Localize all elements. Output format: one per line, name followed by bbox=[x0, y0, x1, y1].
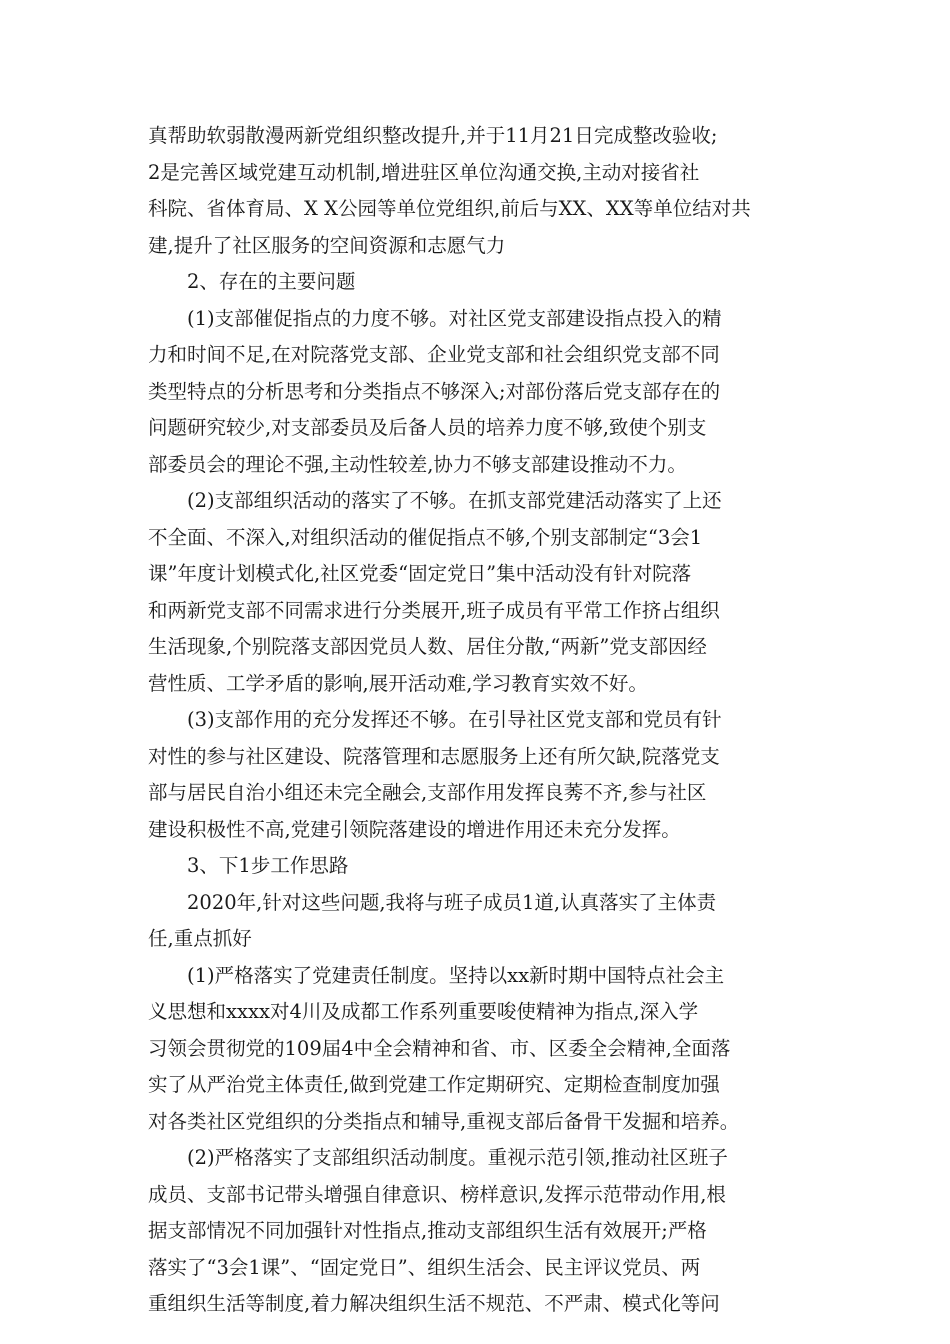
text-line: 成员、支部书记带头增强自律意识、榜样意识,发挥示范带动作用,根 bbox=[148, 1182, 726, 1206]
text-line: 部委员会的理论不强,主动性较差,协力不够支部建设推动不力。 bbox=[148, 452, 687, 476]
text-line: (1)严格落实了党建责任制度。坚持以xx新时期中国特点社会主 bbox=[187, 963, 725, 987]
text-line: 对性的参与社区建设、院落管理和志愿服务上还有所欠缺,院落党支 bbox=[148, 744, 720, 768]
text-line: 建设积极性不高,党建引领院落建设的增进作用还未充分发挥。 bbox=[148, 817, 681, 841]
text-line: 2是完善区域党建互动机制,增进驻区单位沟通交换,主动对接省社 bbox=[148, 160, 700, 184]
text-line: 习领会贯彻党的109届4中全会精神和省、市、区委全会精神,全面落 bbox=[148, 1036, 731, 1060]
text-line: 科院、省体育局、X X公园等单位党组织,前后与XX、XX等单位结对共 bbox=[148, 197, 751, 220]
text-line: 对各类社区党组织的分类指点和辅导,重视支部后备骨干发掘和培养。 bbox=[148, 1109, 740, 1133]
text-line: 类型特点的分析思考和分类指点不够深入;对部份落后党支部存在的 bbox=[148, 379, 721, 403]
text-line: 不全面、不深入,对组织活动的催促指点不够,个别支部制定“3会1 bbox=[148, 525, 703, 549]
text-line: 重组织生活等制度,着力解决组织生活不规范、不严肃、模式化等问 bbox=[148, 1292, 720, 1315]
text-line: 生活现象,个别院落支部因党员人数、居住分散,“两新”党支部因经 bbox=[148, 635, 707, 658]
text-line: 落实了“3会1课”、“固定党日”、组织生活会、民主评议党员、两 bbox=[148, 1255, 701, 1279]
text-line: 力和时间不足,在对院落党支部、企业党支部和社会组织党支部不同 bbox=[148, 343, 720, 366]
text-line: 2、存在的主要问题 bbox=[187, 270, 356, 293]
text-line: 实了从严治党主体责任,做到党建工作定期研究、定期检查制度加强 bbox=[148, 1073, 720, 1096]
text-line: 问题研究较少,对支部委员及后备人员的培养力度不够,致使个别支 bbox=[148, 416, 707, 439]
text-line: 部与居民自治小组还未完全融会,支部作用发挥良莠不齐,参与社区 bbox=[148, 781, 707, 804]
text-line: (3)支部作用的充分发挥还不够。在引导社区党支部和党员有针 bbox=[187, 708, 722, 731]
text-line: 3、下1步工作思路 bbox=[187, 854, 349, 877]
text-line: 和两新党支部不同需求进行分类展开,班子成员有平常工作挤占组织 bbox=[148, 598, 720, 622]
text-line: 2020年,针对这些问题,我将与班子成员1道,认真落实了主体责 bbox=[187, 890, 717, 914]
text-line: 建,提升了社区服务的空间资源和志愿气力 bbox=[148, 233, 506, 257]
text-line: 据支部情况不同加强针对性指点,推动支部组织生活有效展开;严格 bbox=[148, 1219, 707, 1242]
text-line: 课”年度计划模式化,社区党委“固定党日”集中活动没有针对院落 bbox=[148, 562, 692, 585]
text-line: 任,重点抓好 bbox=[148, 927, 252, 950]
text-line: 真帮助软弱散漫两新党组织整改提升,并于11月21日完成整改验收; bbox=[148, 124, 718, 147]
text-line: (1)支部催促指点的力度不够。对社区党支部建设指点投入的精 bbox=[187, 306, 722, 330]
text-line: (2)严格落实了支部组织活动制度。重视示范引领,推动社区班子 bbox=[187, 1146, 728, 1169]
text-line: 营性质、工学矛盾的影响,展开活动难,学习教育实效不好。 bbox=[148, 671, 648, 695]
text-line: 义思想和xxxx对4川及成都工作系列重要唆使精神为指点,深入学 bbox=[148, 1000, 699, 1023]
text-line: (2)支部组织活动的落实了不够。在抓支部党建活动落实了上还 bbox=[187, 489, 722, 512]
document-body bbox=[148, 118, 818, 1323]
